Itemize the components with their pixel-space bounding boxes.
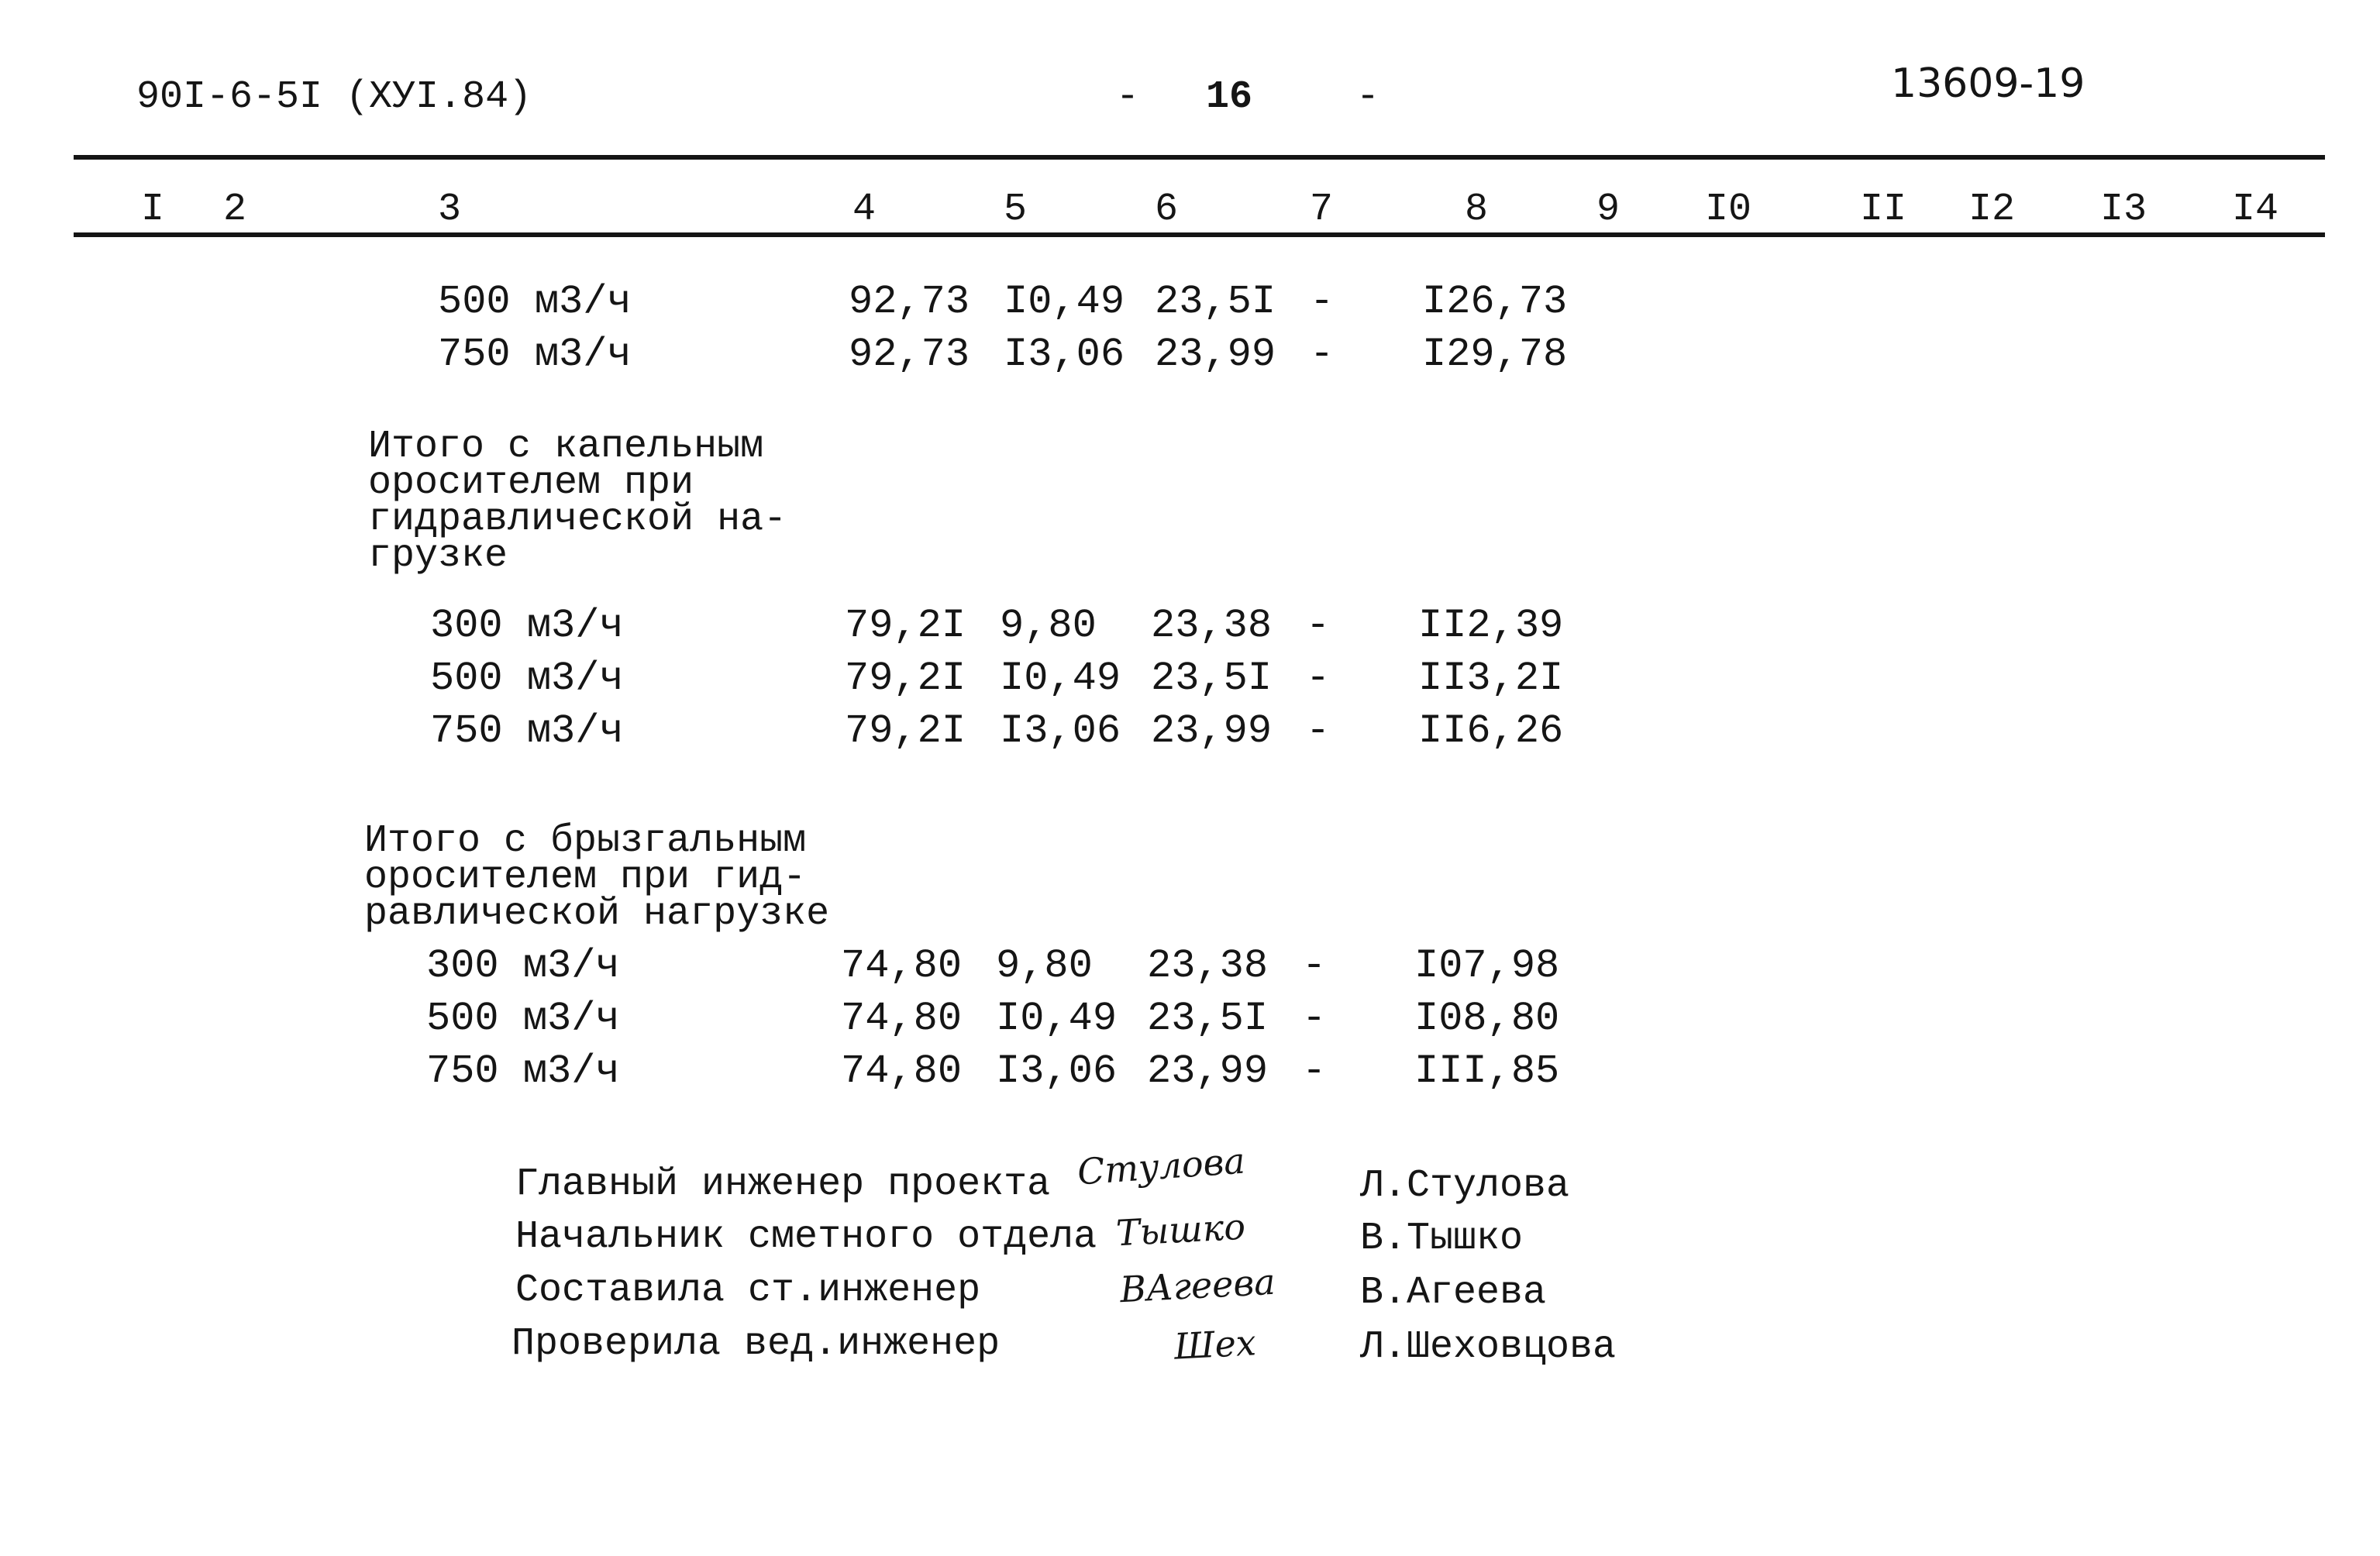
signature-role: Составила ст.инженер bbox=[515, 1269, 981, 1313]
document-code: 90I-6-5I (XУI.84) bbox=[136, 75, 532, 119]
column-number: 7 bbox=[1310, 188, 1334, 232]
row-label: 750 м3/ч bbox=[426, 1048, 620, 1094]
column-number: 5 bbox=[1004, 188, 1028, 232]
cell-col5: I0,49 bbox=[996, 996, 1118, 1041]
column-number: 9 bbox=[1596, 188, 1621, 232]
cell-col7: - bbox=[1306, 656, 1331, 701]
signature-role: Начальник сметного отдела bbox=[515, 1215, 1097, 1259]
row-label: 300 м3/ч bbox=[426, 943, 620, 989]
section-title-line: Итого с брызгальным bbox=[364, 819, 807, 863]
page-number: 16 bbox=[1206, 75, 1253, 119]
handwritten-signature: ВАгеева bbox=[1118, 1260, 1276, 1311]
cell-col6: 23,5I bbox=[1147, 996, 1269, 1041]
cell-col6: 23,5I bbox=[1151, 656, 1273, 701]
page-dash-right: - bbox=[1356, 75, 1380, 119]
column-number: II bbox=[1860, 188, 1907, 232]
column-number: I bbox=[141, 188, 165, 232]
row-label: 300 м3/ч bbox=[430, 603, 624, 649]
cell-col8: II6,26 bbox=[1418, 708, 1564, 754]
cell-col5: I3,06 bbox=[996, 1048, 1118, 1094]
handwritten-signature: Тышко bbox=[1114, 1205, 1247, 1255]
handwritten-signature: Шех bbox=[1173, 1321, 1257, 1368]
cell-col8: I29,78 bbox=[1422, 332, 1568, 377]
cell-col5: I0,49 bbox=[1004, 279, 1125, 325]
archive-number: 13609-19 bbox=[1891, 60, 2086, 107]
cell-col4: 79,2I bbox=[845, 708, 966, 754]
section-title-line: оросителем при гид- bbox=[364, 855, 807, 900]
cell-col6: 23,99 bbox=[1147, 1048, 1269, 1094]
cell-col7: - bbox=[1306, 708, 1331, 754]
cell-col7: - bbox=[1310, 332, 1335, 377]
section-title-line: оросителем при bbox=[368, 461, 694, 505]
signature-role: Главный инженер проекта bbox=[515, 1162, 1051, 1207]
cell-col7: - bbox=[1302, 1048, 1327, 1094]
cell-col5: I0,49 bbox=[1000, 656, 1121, 701]
cell-col5: 9,80 bbox=[1000, 603, 1097, 649]
column-number: 6 bbox=[1155, 188, 1179, 232]
signature-name: В.Агеева bbox=[1360, 1271, 1547, 1315]
cell-col7: - bbox=[1310, 279, 1335, 325]
cell-col6: 23,99 bbox=[1151, 708, 1273, 754]
cell-col8: I07,98 bbox=[1414, 943, 1560, 989]
row-label: 500 м3/ч bbox=[430, 656, 624, 701]
cell-col5: 9,80 bbox=[996, 943, 1093, 989]
section-title-line: Итого с капельным bbox=[368, 425, 764, 469]
cell-col4: 74,80 bbox=[841, 1048, 963, 1094]
cell-col5: I3,06 bbox=[1004, 332, 1125, 377]
cell-col4: 92,73 bbox=[849, 332, 970, 377]
cell-col7: - bbox=[1302, 996, 1327, 1041]
cell-col5: I3,06 bbox=[1000, 708, 1121, 754]
top-rule bbox=[74, 155, 2325, 160]
section-title-line: грузке bbox=[368, 534, 508, 578]
column-number: 8 bbox=[1465, 188, 1489, 232]
handwritten-signature: Стулова bbox=[1076, 1139, 1247, 1193]
row-label: 750 м3/ч bbox=[430, 708, 624, 754]
cell-col6: 23,99 bbox=[1155, 332, 1276, 377]
cell-col4: 74,80 bbox=[841, 943, 963, 989]
column-number: I3 bbox=[2100, 188, 2148, 232]
section-title-splash bbox=[364, 819, 830, 936]
column-number: 2 bbox=[223, 188, 247, 232]
cell-col6: 23,38 bbox=[1151, 603, 1273, 649]
column-number: 3 bbox=[438, 188, 462, 232]
signature-name: Л.Стулова bbox=[1360, 1164, 1570, 1208]
cell-col6: 23,38 bbox=[1147, 943, 1269, 989]
section-title-line: гидравлической на- bbox=[368, 497, 787, 542]
cell-col8: I26,73 bbox=[1422, 279, 1568, 325]
cell-col7: - bbox=[1302, 943, 1327, 989]
row-label: 500 м3/ч bbox=[426, 996, 620, 1041]
page-dash-left: - bbox=[1116, 75, 1140, 119]
signature-role: Проверила вед.инженер bbox=[511, 1322, 1001, 1366]
column-number: I4 bbox=[2232, 188, 2279, 232]
column-header-rule bbox=[74, 232, 2325, 237]
row-label: 750 м3/ч bbox=[438, 332, 632, 377]
section-title-line: равлической нагрузке bbox=[364, 892, 830, 936]
signature-name: Л.Шеховцова bbox=[1360, 1325, 1617, 1369]
cell-col8: II3,2I bbox=[1418, 656, 1564, 701]
cell-col7: - bbox=[1306, 603, 1331, 649]
column-number: 4 bbox=[852, 188, 877, 232]
column-number: I2 bbox=[1968, 188, 2016, 232]
cell-col8: II2,39 bbox=[1418, 603, 1564, 649]
cell-col4: 79,2I bbox=[845, 603, 966, 649]
section-title-drip bbox=[368, 425, 787, 578]
cell-col4: 92,73 bbox=[849, 279, 970, 325]
cell-col6: 23,5I bbox=[1155, 279, 1276, 325]
row-label: 500 м3/ч bbox=[438, 279, 632, 325]
signature-name: В.Тышко bbox=[1360, 1217, 1524, 1261]
column-number: I0 bbox=[1705, 188, 1752, 232]
cell-col8: III,85 bbox=[1414, 1048, 1560, 1094]
cell-col4: 74,80 bbox=[841, 996, 963, 1041]
cell-col8: I08,80 bbox=[1414, 996, 1560, 1041]
cell-col4: 79,2I bbox=[845, 656, 966, 701]
